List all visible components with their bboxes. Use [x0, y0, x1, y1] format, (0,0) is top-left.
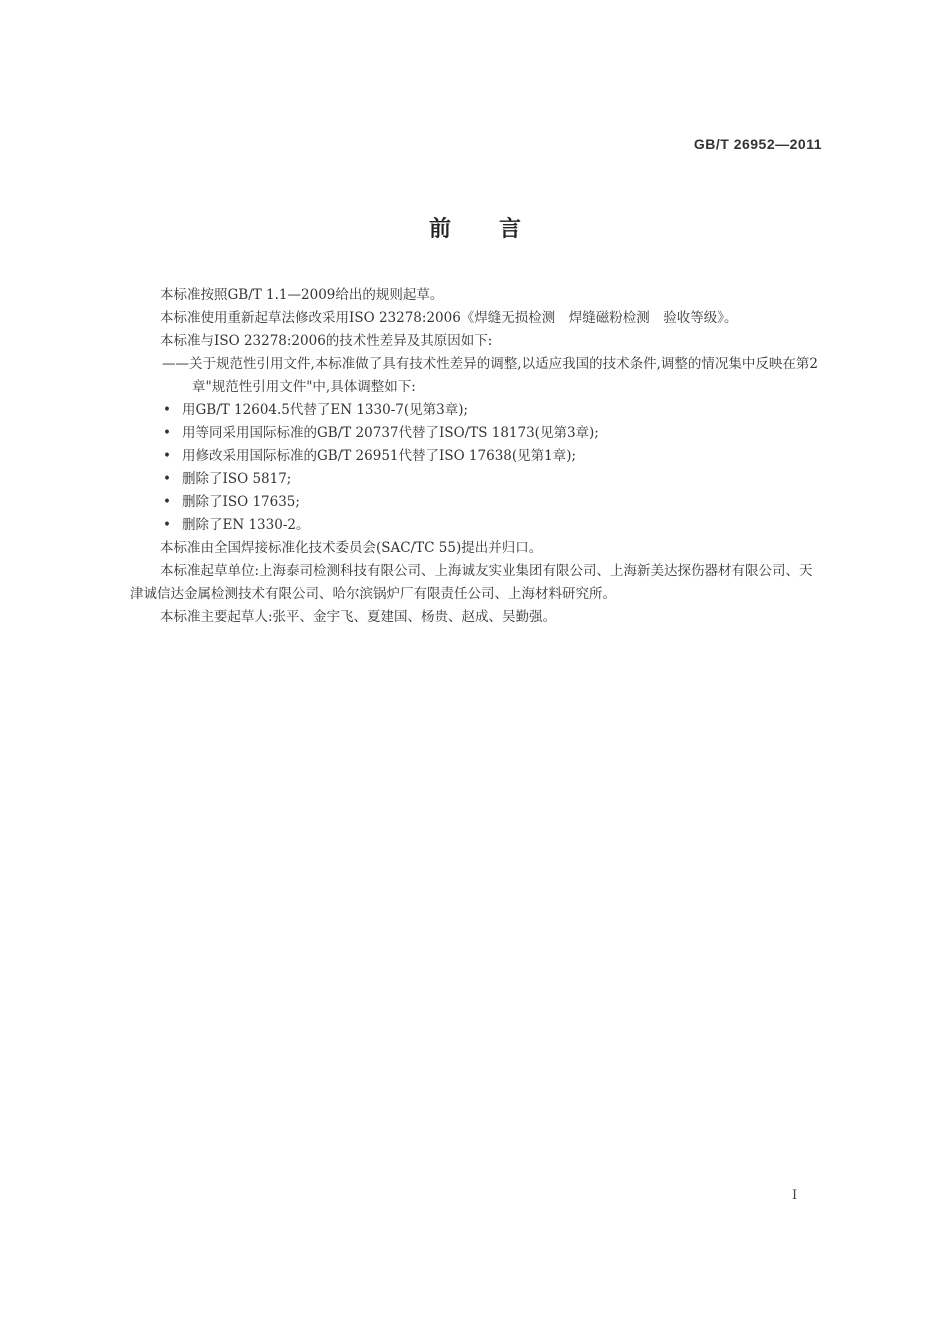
paragraph-adoption: 本标准使用重新起草法修改采用ISO 23278:2006《焊缝无损检测 焊缝磁粉检测 验收等级》。	[160, 310, 738, 326]
bullet-item	[130, 468, 822, 491]
dash-item-normative-references: ——关于规范性引用文件,本标准做了具有技术性差异的调整,以适应我国的技术条件,调整的情况集中反映在第2章"规范性引用文件"中,具体调整如下:	[162, 356, 818, 395]
bullet-item	[130, 399, 822, 422]
paragraph-differences: 本标准与ISO 23278:2006的技术性差异及其原因如下:	[160, 333, 493, 349]
page-title: 前言	[428, 217, 569, 242]
bullet-item	[130, 422, 822, 445]
bullet-text: 用GB/T 12604.5代替了EN 1330-7(见第3章);	[182, 402, 469, 418]
bullet-text: 删除了ISO 5817;	[182, 471, 292, 487]
page-number: I	[792, 1188, 798, 1203]
bullet-dot-icon: •	[163, 517, 171, 533]
paragraph-drafting-units: 本标准起草单位:上海泰司检测科技有限公司、上海诚友实业集团有限公司、上海新美达探伤器材有限公司、天津诚信达金属检测技术有限公司、哈尔滨锅炉厂有限责任公司、上海材料研究所。	[130, 563, 813, 602]
bullet-dot-icon: •	[163, 494, 171, 510]
bullet-dot-icon: •	[163, 425, 171, 441]
bullet-dot-icon: •	[163, 402, 171, 418]
bullet-text: 删除了ISO 17635;	[182, 494, 300, 510]
bullet-item	[130, 514, 822, 537]
bullet-text: 用等同采用国际标准的GB/T 20737代替了ISO/TS 18173(见第3章);	[182, 425, 599, 441]
bullet-item	[130, 445, 822, 468]
bullet-dot-icon: •	[163, 471, 171, 487]
standard-code: GB/T 26952—2011	[693, 136, 822, 152]
bullet-item	[130, 491, 822, 514]
bullet-text: 删除了EN 1330-2。	[182, 517, 310, 533]
bullet-text: 用修改采用国际标准的GB/T 26951代替了ISO 17638(见第1章);	[182, 448, 577, 464]
foreword-body	[130, 284, 822, 629]
paragraph-drafters: 本标准主要起草人:张平、金宇飞、夏建国、杨贵、赵成、吴勤强。	[160, 609, 557, 625]
paragraph-drafting-rules: 本标准按照GB/T 1.1—2009给出的规则起草。	[160, 287, 444, 303]
paragraph-proposer: 本标准由全国焊接标准化技术委员会(SAC/TC 55)提出并归口。	[160, 540, 543, 556]
bullet-dot-icon: •	[163, 448, 171, 464]
